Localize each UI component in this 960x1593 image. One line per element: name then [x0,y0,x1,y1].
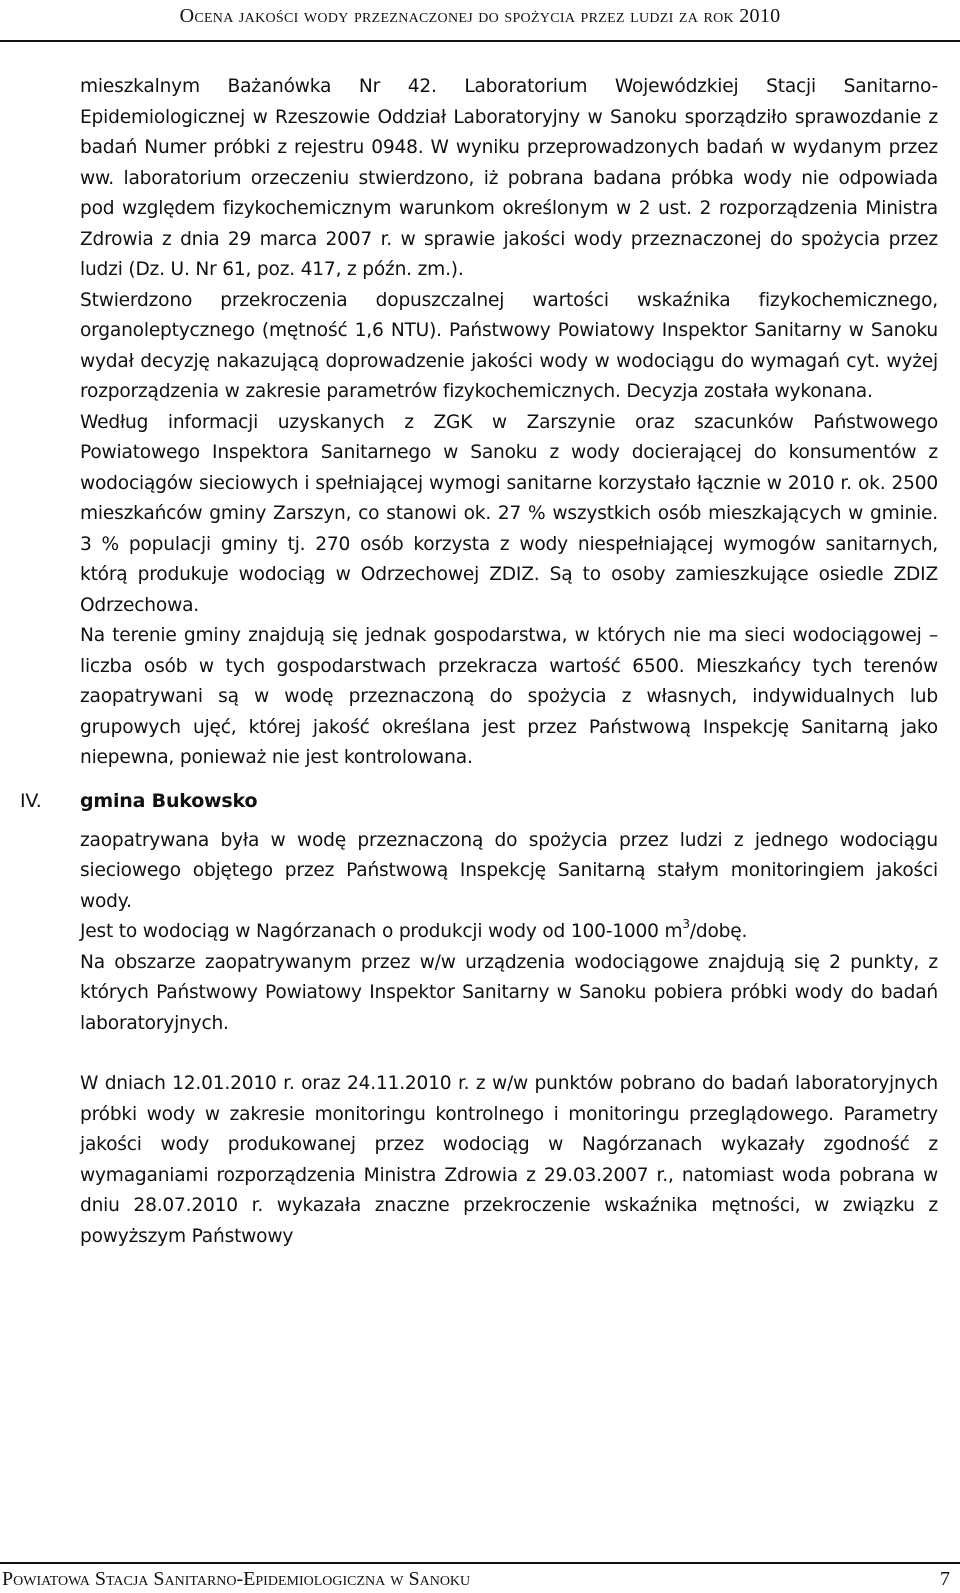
production-text: Jest to wodociąg w Nagórzanach o produkcji wody od 100-1000 m [80,921,683,942]
paragraph: W dniach 12.01.2010 r. oraz 24.11.2010 r. z w/w punktów pobrano do badań laboratoryjnych próbki wody w zakresie monitoringu kontrolnego i monitoringu przeglądowego. Parametry jakości wody produkowanej przez wodociąg w Nagórzanach wykazały zgodność z wymaganiami rozporządzenia Ministra Zdrowia z 29.03.2007 r., natomiast woda pobrana w dniu 28.07.2010 r. wykazała znaczne przekroczenie wskaźnika mętności, w związku z powyższym Państwowy [80,1073,938,1247]
paragraph: zaopatrywana była w wodę przeznaczoną do spożycia przez ludzi z jednego wodociągu sieciowego objętego przez Państwową Inspekcję Sanitarną stałym monitoringiem jakości wody. [80,829,938,912]
header-title: Ocena jakości wody przeznaczonej do spożycia przez ludzi za rok 2010 [179,5,781,27]
footer-institution: Powiatowa Stacja Sanitarno-Epidemiologiczna w Sanoku [2,1568,471,1590]
paragraph: Na terenie gminy znajdują się jednak gospodarstwa, w których nie ma sieci wodociągowej – liczba osób w tych gospodarstwach przekracza wartość 6500. Mieszkańcy tych terenów zaopatrywani są w wodę przeznaczoną do spożycia z własnych, indywidualnych lub grupowych ujęć, której jakość określana jest przez Państwową Inspekcję Sanitarną jako niepewna, ponieważ nie jest kontrolowana. [80,625,938,768]
document-body [20,72,938,1252]
section-heading [20,786,938,826]
page-footer [0,1566,960,1593]
paragraph-gap [80,1039,938,1069]
superscript: 3 [682,916,690,931]
page-number: 7 [940,1568,950,1590]
footer-rule [0,1562,960,1564]
header-rule [0,40,960,42]
paragraph-production [80,917,938,948]
paragraph: Na obszarze zaopatrywanym przez w/w urządzenia wodociągowe znajdują się 2 punkty, z których Państwowy Powiatowy Inspektor Sanitarny w Sanoku pobiera próbki wody do badań laboratoryjnych. [80,951,938,1034]
paragraph: Stwierdzono przekroczenia dopuszczalnej wartości wskaźnika fizykochemicznego, organoleptycznego (mętność 1,6 NTU). Państwowy Powiatowy Inspektor Sanitarny w Sanoku wydał decyzję nakazującą doprowadzenie jakości wody w wodociągu do wymagań cyt. wyżej rozporządzenia w zakresie parametrów fizykochemicznych. Decyzja została wykonana. [80,289,938,402]
section-number: IV. [20,789,42,812]
paragraph: mieszkalnym Bażanówka Nr 42. Laboratorium Wojewódzkiej Stacji Sanitarno-Epidemiologicznej w Rzeszowie Oddział Laboratoryjny w Sanoku sporządziło sprawozdanie z badań Numer próbki z rejestru 0948. W wyniku przeprowadzonych badań w wydanym przez ww. laboratorium orzeczeniu stwierdzono, iż pobrana badana próbka wody nie odpowiada pod względem fizykochemicznym warunkom określonym w 2 ust. 2 rozporządzenia Ministra Zdrowia z dnia 29 marca 2007 r. w sprawie jakości wody przeznaczonej do spożycia przez ludzi (Dz. U. Nr 61, poz. 417, z późn. zm.). [80,76,938,280]
section-title: gmina Bukowsko [80,789,258,812]
production-unit: /dobę. [689,921,748,942]
paragraph: Według informacji uzyskanych z ZGK w Zarszynie oraz szacunków Państwowego Powiatowego Inspektora Sanitarnego w Sanoku z wody docierającej do konsumentów z wodociągów sieciowych i spełniającej wymogi sanitarne korzystało łącznie w 2010 r. ok. 2500 mieszkańców gminy Zarszyn, co stanowi ok. 27 % wszystkich osób mieszkających w gminie. 3 % populacji gminy tj. 270 osób korzysta z wody niespełniającej wymogów sanitarnych, którą produkuje wodociąg w Odrzechowej ZDIZ. Są to osoby zamieszkujące osiedle ZDIZ Odrzechowa. [80,411,938,616]
